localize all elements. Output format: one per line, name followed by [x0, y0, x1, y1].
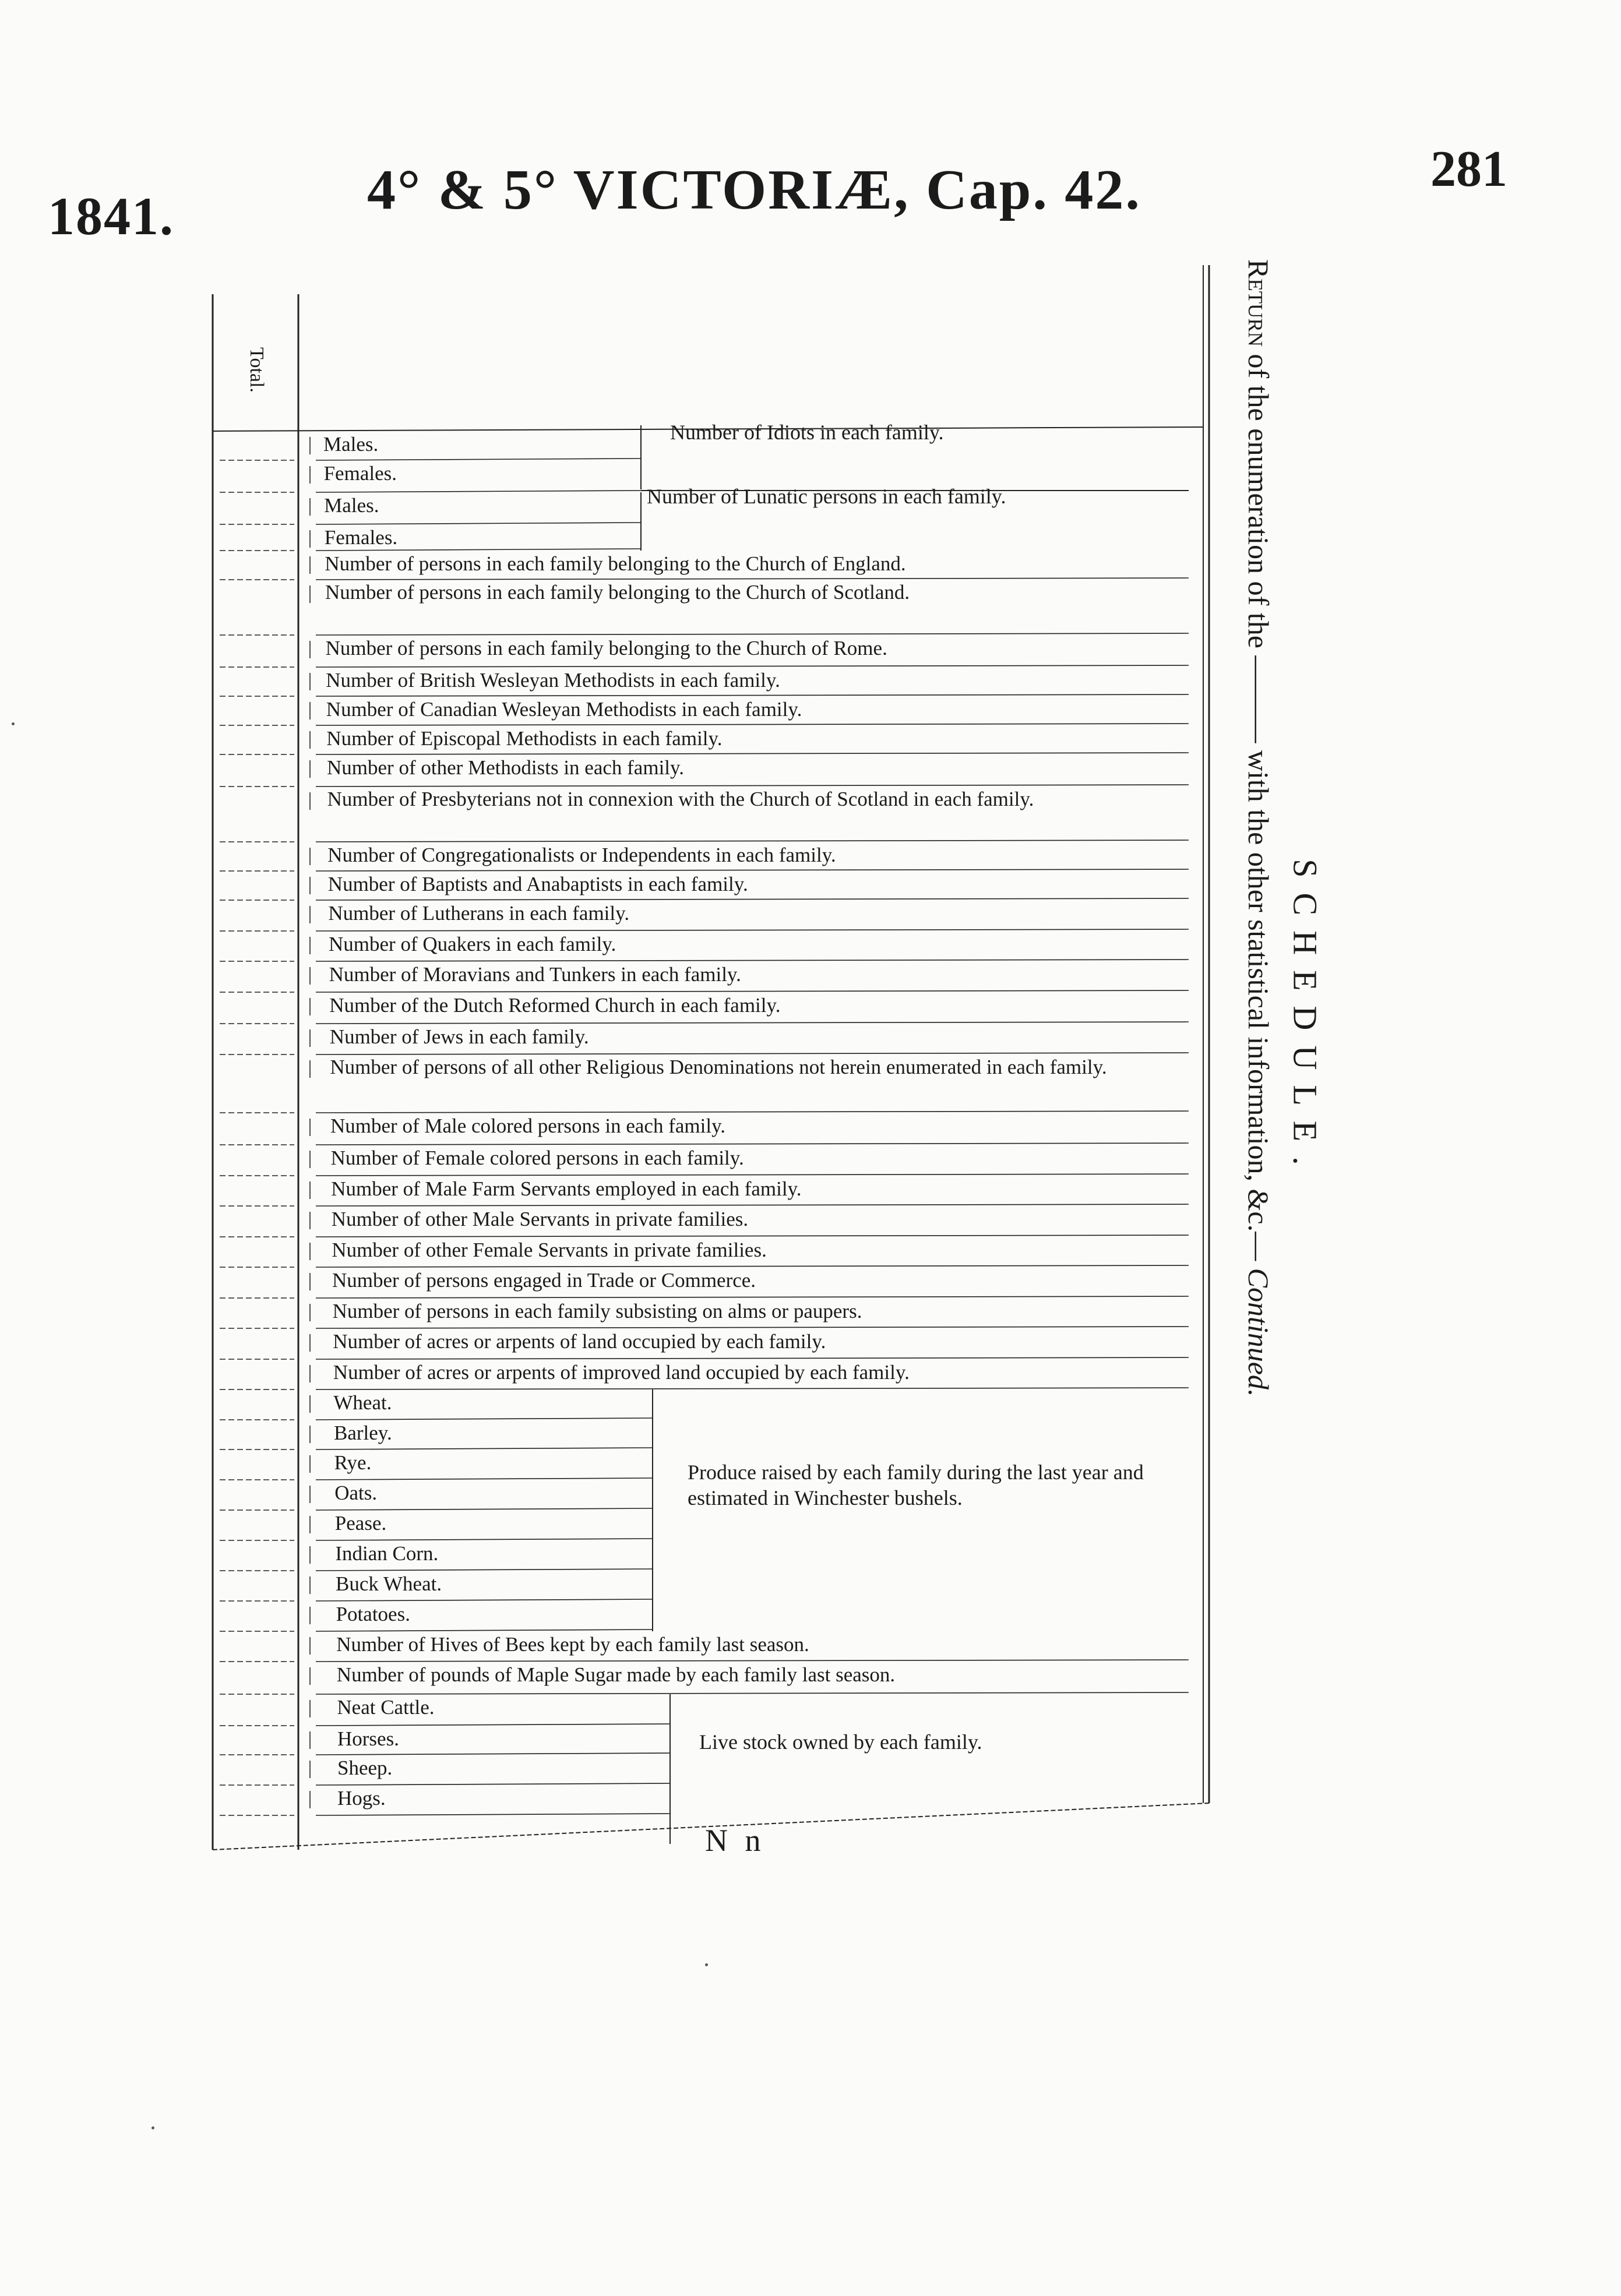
row-label: Number of Moravians and Tunkers in each family. [329, 963, 741, 986]
row-rule [316, 1296, 1189, 1298]
row-label: Males. [324, 494, 379, 517]
schedule-title: SCHEDULE. [1286, 859, 1324, 1180]
row-label: Number of acres or arpents of land occupied by each family. [333, 1330, 826, 1353]
group-livestock: Live stock owned by each family. [699, 1730, 982, 1754]
row-rule [316, 1448, 653, 1449]
row-label: Females. [324, 526, 398, 549]
group-produce: Produce raised by each family during the last year and estimated in Winchester bushels. [688, 1461, 1144, 1509]
row-label: Wheat. [333, 1391, 392, 1414]
row-rule [316, 840, 1189, 842]
row-label: Pease. [334, 1512, 387, 1535]
row-label: Indian Corn. [335, 1542, 439, 1565]
row-label: Number of Congregationalists or Independents in each family. [327, 844, 836, 866]
row-label: Sheep. [337, 1757, 393, 1779]
row-label: Number of Lutherans in each family. [328, 902, 630, 925]
act-title: 4° & 5° VICTORIÆ, Cap. 42. [367, 158, 1141, 221]
row-label: Number of Hives of Bees kept by each family last season. [336, 1633, 809, 1656]
row-rule [316, 929, 1189, 931]
row-label: Number of persons in each family belonging to the Church of England. [325, 552, 906, 575]
row-label: Potatoes. [336, 1603, 410, 1625]
row-rule [316, 785, 1189, 787]
row-rule [316, 1630, 653, 1631]
row-rule [316, 724, 1189, 725]
row-rule [316, 459, 641, 460]
group-idiots: Number of Idiots in each family. [670, 421, 944, 444]
row-rule [316, 1235, 1189, 1237]
row-rule [316, 1111, 1189, 1113]
row-label: Number of Episcopal Methodists in each family. [326, 727, 723, 750]
caption-text: of the enumeration of the ——— with the other statistical information, &c.— [1242, 354, 1275, 1261]
print-speck [151, 2126, 154, 2129]
row-label: Number of persons in each family belonging to the Church of Scotland. [325, 581, 910, 604]
total-label: Total. [245, 347, 267, 393]
row-rule [316, 1418, 653, 1420]
row-label: Number of the Dutch Reformed Church in each family. [329, 994, 781, 1017]
row-rule [316, 753, 1189, 754]
row-label: Number of persons in each family belonging to the Church of Rome. [325, 637, 887, 659]
row-rule [316, 1692, 1189, 1694]
row-label: Horses. [337, 1727, 399, 1750]
row-label: Number of persons engaged in Trade or Commerce. [332, 1269, 756, 1292]
page-number: 281 [1430, 141, 1507, 197]
row-rule [316, 1327, 1189, 1328]
caption-continued: Continued. [1242, 1268, 1275, 1397]
row-label: Buck Wheat. [336, 1572, 442, 1595]
row-label: Number of Canadian Wesleyan Methodists in each family. [326, 698, 802, 721]
row-rule [316, 898, 1189, 900]
row-label: Number of other Female Servants in private families. [332, 1239, 767, 1261]
row-label: Males. [323, 433, 379, 456]
row-rule [316, 1022, 1189, 1024]
row-rule [316, 665, 1189, 667]
row-rule [316, 694, 1189, 696]
print-speck [705, 1963, 708, 1966]
row-label: Number of Presbyterians not in connexion with the Church of Scotland in each family. [327, 788, 1034, 810]
signature-mark: N n [705, 1823, 766, 1858]
caption-lead: Return [1242, 259, 1275, 347]
row-label: Neat Cattle. [337, 1696, 435, 1719]
print-speck [12, 722, 15, 725]
row-rule [316, 1388, 1189, 1389]
row-label: Number of acres or arpents of improved land occupied by each family. [333, 1361, 910, 1384]
row-label: Number of Male colored persons in each family. [330, 1115, 726, 1137]
row-label: Oats. [334, 1482, 378, 1504]
row-rule [316, 990, 1189, 992]
row-rule [316, 1724, 670, 1726]
row-rule [316, 1174, 1189, 1176]
row-rule [316, 549, 641, 551]
row-rule [316, 523, 641, 524]
row-rule [316, 1783, 670, 1785]
row-label: Number of Baptists and Anabaptists in each family. [327, 873, 748, 895]
row-rule [316, 1539, 653, 1540]
row-rule [316, 1478, 653, 1480]
row-rule [316, 1204, 1189, 1206]
row-rule [316, 1814, 670, 1815]
group-lunatics: Number of Lunatic persons in each family. [647, 485, 1006, 508]
row-rule [316, 1053, 1189, 1054]
row-label: Number of Male Farm Servants employed in each family. [331, 1177, 802, 1200]
row-rule [316, 1508, 653, 1510]
year: 1841. [48, 186, 174, 246]
row-rule [316, 1265, 1189, 1267]
row-rule [316, 1143, 1189, 1145]
row-rule [316, 960, 1189, 961]
row-rule [316, 1357, 1189, 1359]
row-label: Females. [323, 462, 397, 485]
row-rule [316, 1569, 653, 1571]
row-label: Number of Quakers in each family. [329, 933, 616, 955]
row-label: Barley. [334, 1422, 392, 1444]
row-label: Rye. [334, 1451, 372, 1474]
row-label: Number of British Wesleyan Methodists in each family. [326, 669, 780, 692]
row-label: Number of other Male Servants in private families. [331, 1208, 749, 1230]
row-rule [316, 1753, 670, 1755]
row-label: Hogs. [337, 1787, 386, 1810]
row-rule [316, 1660, 1189, 1662]
total-column-header [230, 312, 283, 428]
row-label: Number of other Methodists in each family. [327, 756, 684, 779]
row-label: Number of Jews in each family. [329, 1025, 589, 1048]
row-rule [316, 1599, 653, 1601]
row-rule [316, 633, 1189, 635]
row-label: Number of Female colored persons in each family. [330, 1147, 744, 1169]
schedule-heading [1276, 757, 1334, 1282]
row-rule [316, 869, 1189, 871]
row-label: Number of pounds of Maple Sugar made by each family last season. [336, 1663, 896, 1686]
row-rule [316, 491, 641, 492]
row-label: Number of persons of all other Religious Denominations not herein enumerated in each family. [330, 1056, 1107, 1078]
row-rule [316, 578, 1189, 580]
row-label: Number of persons in each family subsisting on alms or paupers. [332, 1300, 862, 1322]
